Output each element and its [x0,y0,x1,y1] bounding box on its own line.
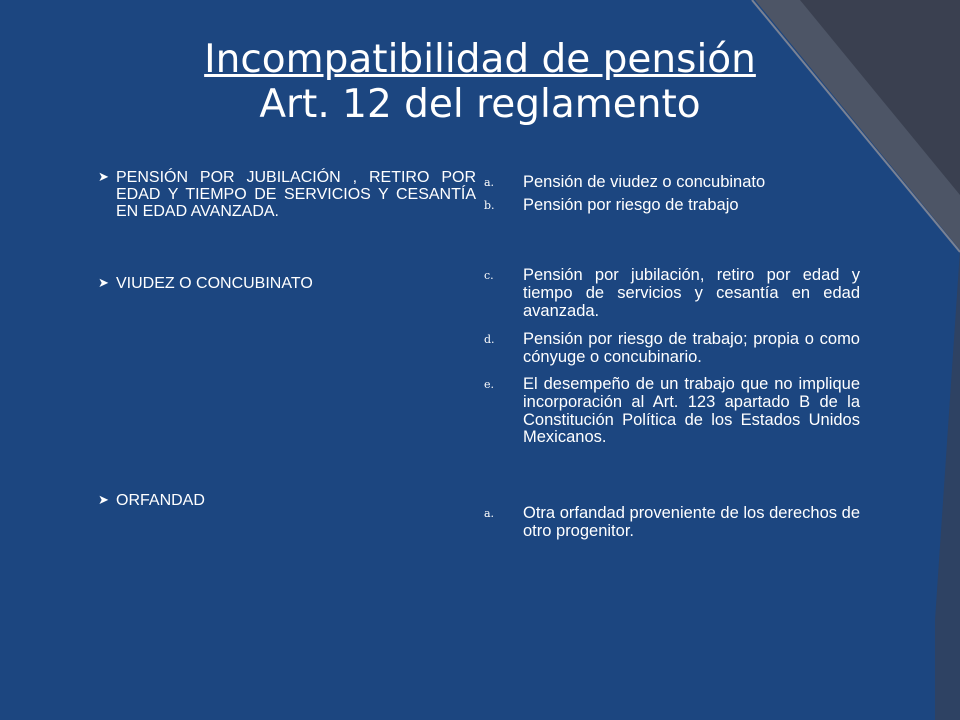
right-item-e [484,376,860,447]
list-marker: b. [484,199,495,212]
right-item-orfandad-a [484,505,860,541]
arrow-bullet-icon: ➤ [98,169,109,184]
left-item-viudez [98,275,476,293]
list-marker: a. [484,176,495,189]
right-item-c [484,267,860,320]
left-item-jubilacion [98,169,476,221]
right-item-text: El desempeño de un trabajo que no implique incorporación al Art. 123 apartado B de la Constitución Política de los Estados Unidos Mexicanos. [523,375,860,447]
right-item-text: Pensión de viudez o concubinato [523,173,766,191]
left-item-text: VIUDEZ O CONCUBINATO [116,275,313,292]
title-main: Incompatibilidad de pensión [204,37,756,82]
right-item-text: Pensión por riesgo de trabajo [523,196,739,214]
list-marker: e. [484,378,495,391]
right-item-text: Pensión por riesgo de trabajo; propia o como cónyuge o concubinario. [523,330,860,366]
list-marker: d. [484,333,495,346]
list-marker: c. [484,269,494,282]
left-item-text: PENSIÓN POR JUBILACIÓN , RETIRO POR EDAD Y TIEMPO DE SERVICIOS Y CESANTÍA EN EDAD AVANZADA. [116,169,476,220]
arrow-bullet-icon: ➤ [98,492,109,507]
right-item-b [484,197,860,215]
left-item-orfandad [98,492,476,510]
title-subtitle: Art. 12 del reglamento [259,81,701,127]
right-item-d [484,331,860,367]
arrow-bullet-icon: ➤ [98,275,109,290]
right-item-text: Otra orfandad proveniente de los derechos de otro progenitor. [523,504,860,540]
list-marker: a. [484,507,495,520]
right-item-a [484,174,860,192]
right-item-text: Pensión por jubilación, retiro por edad y tiempo de servicios y cesantía en edad avanzada. [523,266,860,320]
left-item-text: ORFANDAD [116,492,205,509]
slide-title [40,38,920,128]
